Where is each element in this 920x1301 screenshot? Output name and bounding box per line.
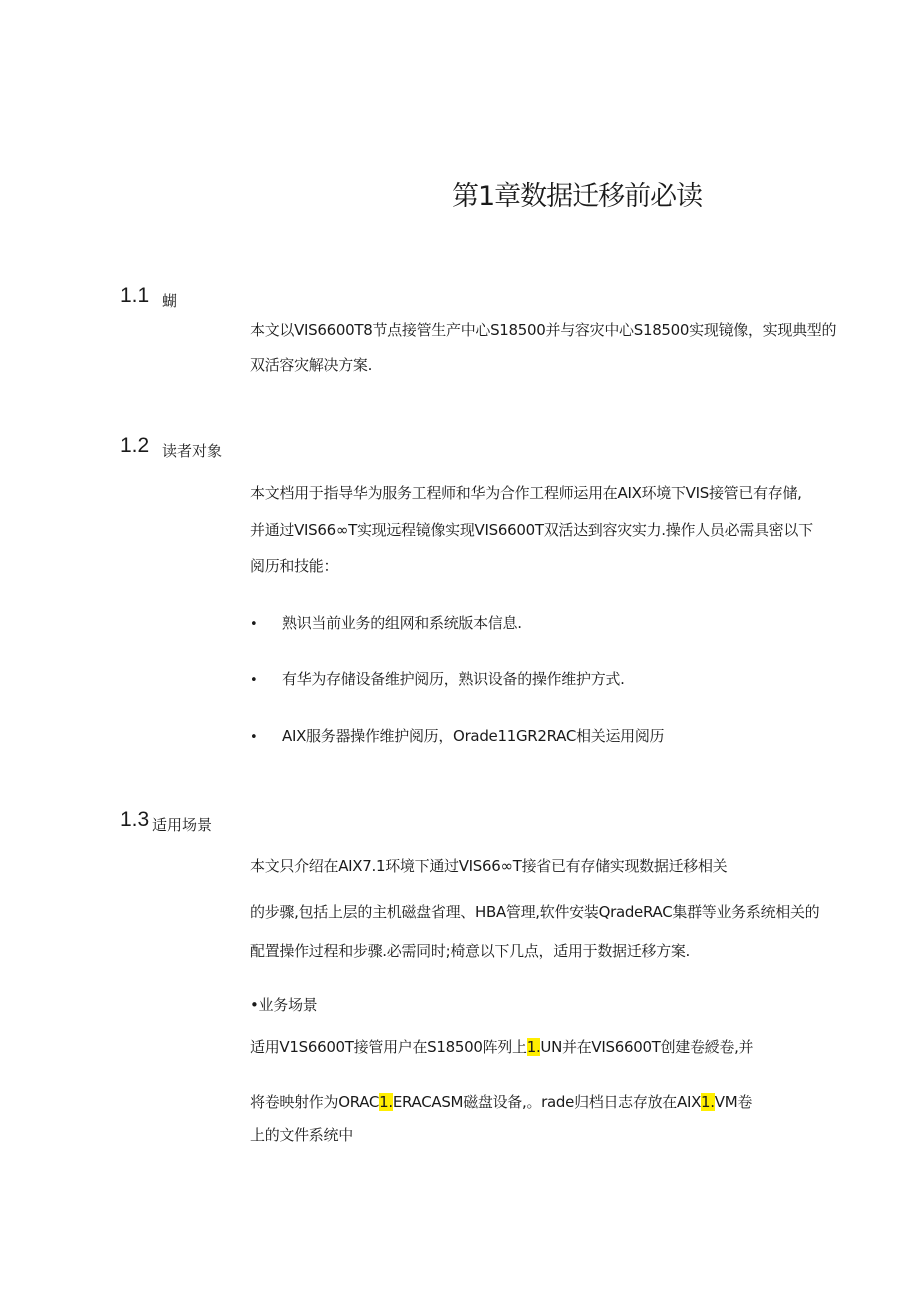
section-1-1-number: 1.1 [120, 284, 150, 307]
bullet-item-3: AIX服务器操作维护阅历，Orade11GR2RAC相关运用阅历 [282, 727, 665, 745]
section-1-2-line-3: 阅历和技能： [250, 557, 339, 575]
section-1-2-title: 读者对象 [162, 442, 223, 460]
scenario-line-1-part-b: UN并在VIS6600T创建卷綬卷,并 [540, 1038, 754, 1056]
scenario-line-2-part-c: VM卷 [714, 1093, 753, 1111]
section-1-1-title: 蝴 [162, 292, 178, 310]
chapter-title: 第1章数据迁移前必读 [452, 181, 703, 212]
section-1-2-line-2: 并通过VIS66∞T实现远程镜像实现VIS6600T双活达到容灾实力.操作人员必需具密以下 [250, 521, 813, 539]
section-1-3-number: 1.3 [120, 808, 150, 831]
highlighted-text: 1. [701, 1093, 715, 1111]
scenario-line-2-part-b: ERACASM磁盘设备,。rade归档日志存放在AIX [392, 1093, 702, 1111]
scenario-line-1 [250, 1037, 753, 1057]
scenario-subheading: •业务场景 [250, 996, 318, 1014]
section-1-2-line-1: 本文档用于指导华为服务工程师和华为合作工程师运用在AIX环境下VIS接管已有存储, [250, 484, 802, 502]
bullet-item-2: 有华为存储设备维护阅历，熟识设备的操作维护方式. [282, 670, 625, 688]
bullet-dot: • [250, 673, 258, 688]
scenario-line-1-part-a: 适用V1S6600T接管用户在S18500阵列上 [250, 1038, 527, 1056]
bullet-item-1: 熟识当前业务的组网和系统版本信息. [282, 614, 522, 632]
scenario-line-3: 上的文件系统中 [250, 1126, 353, 1144]
section-1-3-line-1: 本文只介绍在AIX7.1环境下通过VIS66∞T接省已有存储实现数据迁移相关 [250, 857, 728, 875]
section-1-3-title: 适用场景 [152, 816, 213, 834]
highlighted-text: 1. [379, 1093, 393, 1111]
section-1-1-line-2: 双活容灾解决方案. [250, 356, 373, 374]
highlighted-text: 1. [526, 1038, 541, 1056]
bullet-dot: • [250, 617, 258, 632]
bullet-dot: • [250, 730, 258, 745]
scenario-line-2 [250, 1092, 752, 1112]
section-1-1-line-1: 本文以VIS6600T8节点接管生产中心S18500并与容灾中心S18500实现镜像，实现典型的 [250, 321, 837, 339]
section-1-3-line-3: 配置操作过程和步骤.必需同时;椅意以下几点，适用于数据迁移方案. [250, 942, 690, 960]
section-1-3-line-2: 的步骤,包括上层的主机磁盘省理、HBA管理,软件安装QradeRAC集群等业务系统相关的 [250, 903, 820, 921]
section-1-2-number: 1.2 [120, 434, 150, 457]
scenario-line-2-part-a: 将卷映射作为ORAC [250, 1093, 380, 1111]
